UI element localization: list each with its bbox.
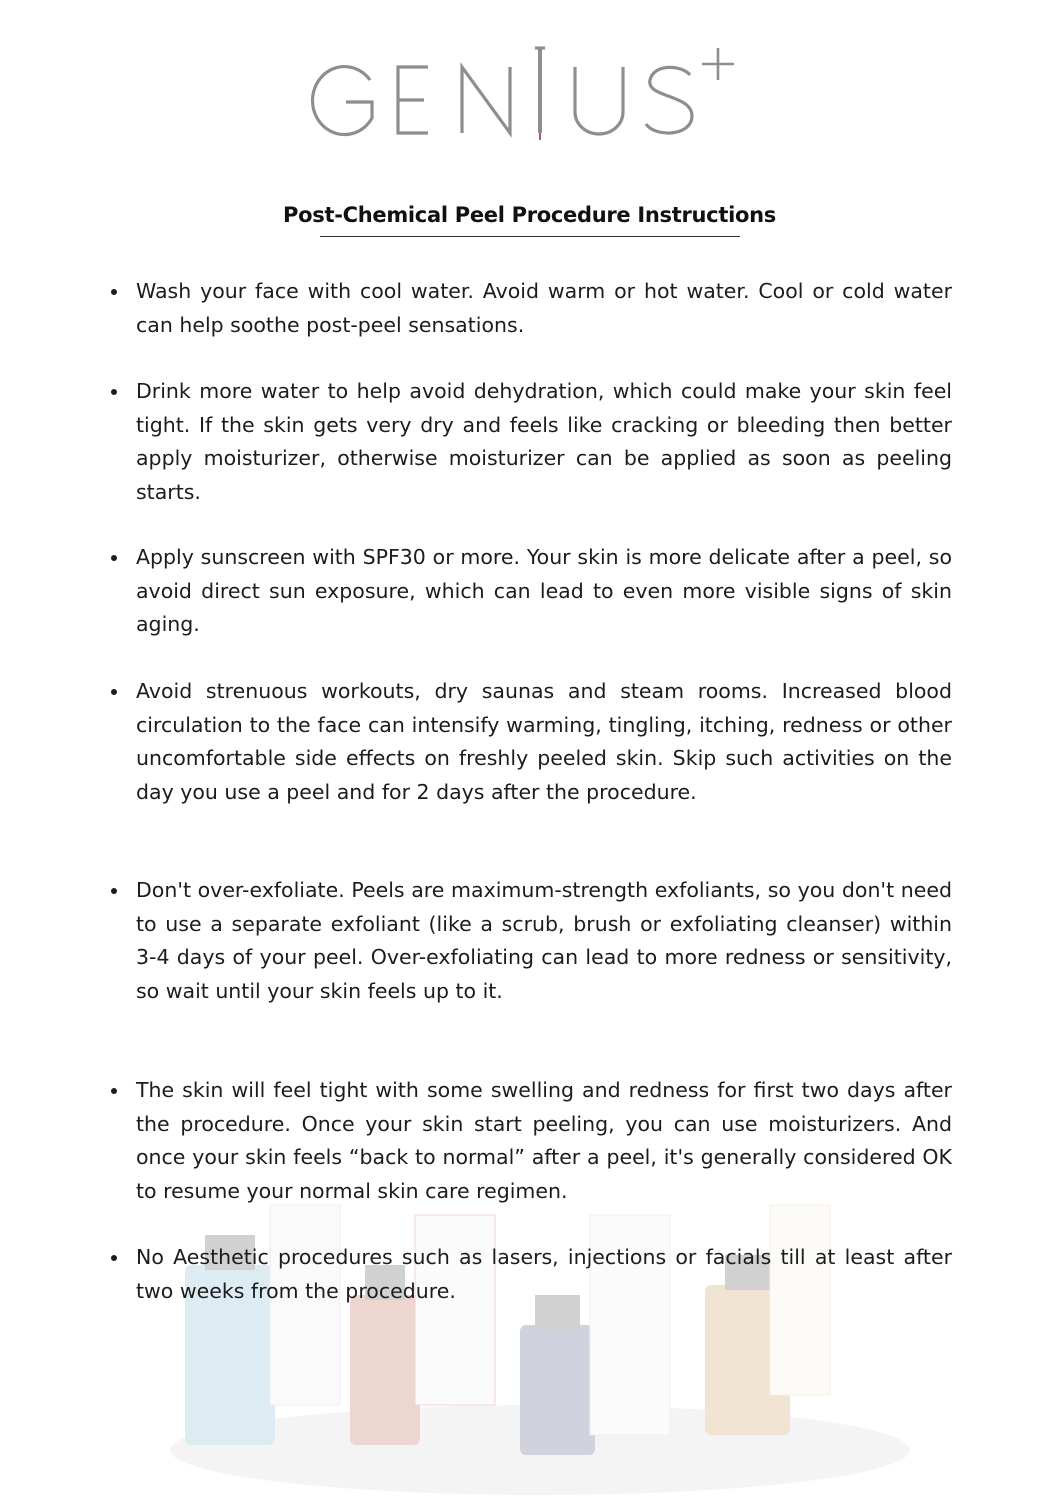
list-item: No Aesthetic procedures such as lasers, injections or facials till at least after two weeks from the procedure. (136, 1241, 952, 1308)
list-item: Wash your face with cool water. Avoid warm or hot water. Cool or cold water can help soothe post-peel sensations. (136, 275, 952, 342)
list-item: Avoid strenuous workouts, dry saunas and steam rooms. Increased blood circulation to the face can intensify warming, tingling, itching, redness or other uncomfortable side effects on freshly peeled skin. Skip such activities on the day you use a peel and for 2 days after the procedure. (136, 675, 952, 809)
list-item: The skin will feel tight with some swelling and redness for first two days after the procedure. Once your skin start peeling, you can use moisturizers. And once your skin feels “back to normal” after a peel, it's generally considered OK to resume your normal skin care regimen. (136, 1074, 952, 1208)
document-title: Post-Chemical Peel Procedure Instructions (283, 203, 776, 227)
list-item: Don't over-exfoliate. Peels are maximum-strength exfoliants, so you don't need to use a separate exfoliant (like a scrub, brush or exfoliating cleanser) within 3-4 days of your peel. Over-exfoliating can lead to more redness or sensitivity, so wait until your skin feels up to it. (136, 874, 952, 1008)
list-item: Drink more water to help avoid dehydration, which could make your skin feel tight. If the skin gets very dry and feels like cracking or bleeding then better apply moisturizer, otherwise moisturizer can be applied as soon as peeling starts. (136, 375, 952, 509)
list-item: Apply sunscreen with SPF30 or more. Your skin is more delicate after a peel, so avoid direct sun exposure, which can lead to even more visible signs of skin aging. (136, 541, 952, 642)
